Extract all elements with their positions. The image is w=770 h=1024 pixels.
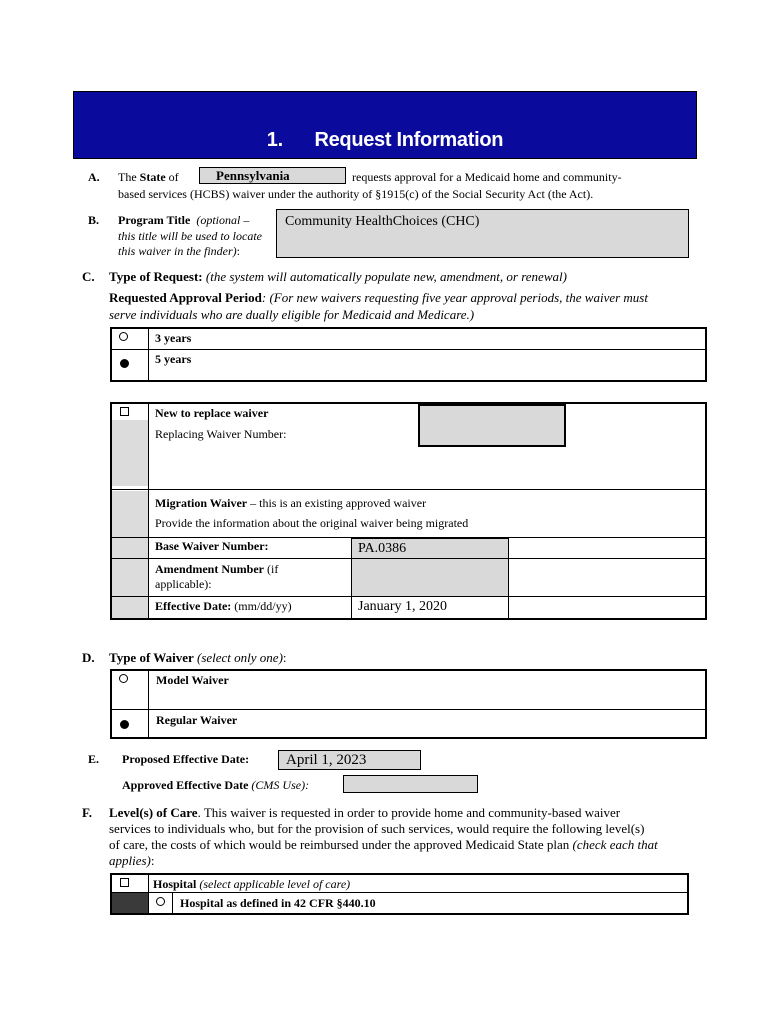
proposed-date-field[interactable]: April 1, 2023 xyxy=(278,750,421,770)
program-title-field[interactable]: Community HealthChoices (CHC) xyxy=(276,209,689,258)
state-field[interactable]: Pennsylvania xyxy=(199,167,346,184)
approval-period-line-2: serve individuals who are dually eligible for Medicaid and Medicare.) xyxy=(109,307,475,322)
model-waiver-label: Model Waiver xyxy=(156,673,229,687)
amendment-applicable-text: applicable): xyxy=(155,577,212,591)
item-letter-d: D. xyxy=(82,650,95,665)
level-of-care-line-3a: of care, the costs of which would be reimbursed under the approved Medicaid State plan xyxy=(109,837,573,852)
level-of-care-line-2: services to individuals who, but for the provision of such services, would require the following level(s) xyxy=(109,821,645,836)
radio-regular-waiver-selected[interactable] xyxy=(120,720,129,729)
radio-5-years-selected[interactable] xyxy=(120,359,129,368)
radio-hospital-440-10[interactable] xyxy=(156,897,165,906)
section-title-text: Request Information xyxy=(314,129,504,151)
program-title-label xyxy=(118,213,249,228)
type-of-waiver-italic: (select only one) xyxy=(193,650,283,665)
section-number: 1. xyxy=(266,129,283,151)
level-of-care-line-4 xyxy=(109,853,155,869)
program-title-hint-1: this title will be used to locate xyxy=(118,229,262,243)
shaded-cell-dark xyxy=(112,893,148,913)
item-letter-f: F. xyxy=(82,805,92,820)
level-of-care-line-3b: (check each that xyxy=(572,837,658,852)
level-of-care-bold: Level(s) of Care xyxy=(109,805,198,820)
effective-date-bold: Effective Date: xyxy=(155,599,232,613)
item-letter-c: C. xyxy=(82,269,95,284)
approved-date-label xyxy=(122,778,309,793)
approved-date-field[interactable] xyxy=(343,775,478,793)
divider xyxy=(111,892,688,893)
option-3-years-label: 3 years xyxy=(155,331,192,345)
shaded-cell xyxy=(112,538,148,618)
divider xyxy=(148,670,149,738)
state-label xyxy=(118,170,179,185)
shaded-cell xyxy=(112,491,148,537)
program-title-colon: : xyxy=(236,244,240,258)
item-letter-b: B. xyxy=(88,213,100,227)
approval-period-bold: Requested Approval Period xyxy=(109,290,262,305)
effective-date-label xyxy=(155,599,292,614)
approval-period-rest: : (For new waivers requesting five year approval periods, the waiver must xyxy=(261,290,648,305)
divider xyxy=(351,597,352,619)
level-of-care-rest: . This waiver is requested in order to provide home and community-based waiver xyxy=(197,805,621,820)
level-of-care-line-1 xyxy=(109,805,620,821)
radio-model-waiver[interactable] xyxy=(119,674,128,683)
divider xyxy=(111,709,706,710)
level-of-care-applies: applies) xyxy=(109,853,151,868)
type-of-waiver-bold: Type of Waiver xyxy=(109,650,194,665)
divider xyxy=(508,597,509,619)
radio-3-years[interactable] xyxy=(119,332,128,341)
approval-period-table xyxy=(110,327,707,382)
migration-info-text: Provide the information about the original waiver being migrated xyxy=(155,516,469,530)
new-waiver-label: New to replace waiver xyxy=(155,406,269,420)
base-waiver-label: Base Waiver Number: xyxy=(155,539,269,553)
divider xyxy=(148,403,149,619)
effective-date-format: (mm/dd/yy) xyxy=(231,599,292,613)
approved-date-bold: Approved Effective Date xyxy=(122,778,249,792)
divider xyxy=(508,538,509,558)
state-word: State xyxy=(139,170,166,184)
type-of-request-italic: (the system will automatically populate new, amendment, or renewal) xyxy=(202,269,567,284)
approval-period-line-1 xyxy=(109,290,648,306)
hospital-italic: (select applicable level of care) xyxy=(196,877,351,891)
program-title-italic-3: this waiver in the finder) xyxy=(118,244,237,258)
program-title-italic-1: (optional – xyxy=(196,213,250,227)
type-of-waiver-heading xyxy=(109,650,287,666)
migration-waiver-label xyxy=(155,496,426,511)
migration-waiver-rest: – this is an existing approved waiver xyxy=(247,496,427,510)
hospital-label xyxy=(153,877,350,892)
item-letter-e: E. xyxy=(88,752,100,766)
base-waiver-number-field[interactable]: PA.0386 xyxy=(351,538,509,559)
program-title-bold: Program Title xyxy=(118,213,191,227)
type-of-request-bold: Type of Request: xyxy=(109,269,203,284)
divider xyxy=(148,874,149,914)
proposed-date-label: Proposed Effective Date: xyxy=(122,752,250,766)
hospital-checkbox[interactable] xyxy=(120,878,129,887)
divider xyxy=(148,328,149,381)
amendment-number-field[interactable] xyxy=(351,558,509,597)
migration-waiver-bold: Migration Waiver xyxy=(155,496,248,510)
state-post-text: requests approval for a Medicaid home and community- xyxy=(352,170,622,184)
section-title xyxy=(74,129,696,152)
type-of-request-heading xyxy=(109,269,567,285)
authority-text: based services (HCBS) waiver under the authority of §1915(c) of the Social Security Act (the Act). xyxy=(118,187,594,201)
amendment-number-bold: Amendment Number xyxy=(155,562,264,576)
level-of-care-line-3 xyxy=(109,837,658,853)
hospital-bold: Hospital xyxy=(153,877,197,891)
state-of: of xyxy=(165,170,179,184)
program-title-hint-2 xyxy=(118,244,240,259)
approved-date-italic: (CMS Use): xyxy=(248,778,310,792)
item-letter-a: A. xyxy=(88,170,100,184)
divider xyxy=(111,489,706,490)
section-banner xyxy=(73,91,697,159)
hospital-440-10-label: Hospital as defined in 42 CFR §440.10 xyxy=(180,896,376,910)
amendment-number-label xyxy=(155,562,278,577)
effective-date-field[interactable]: January 1, 2020 xyxy=(358,599,448,614)
replacing-waiver-number-field[interactable] xyxy=(418,404,566,447)
amendment-number-rest: (if xyxy=(264,562,279,576)
shaded-cell xyxy=(112,420,148,486)
option-5-years-label: 5 years xyxy=(155,352,192,366)
new-waiver-checkbox[interactable] xyxy=(120,407,129,416)
state-pre: The xyxy=(118,170,140,184)
regular-waiver-label: Regular Waiver xyxy=(156,713,238,727)
type-of-waiver-colon: : xyxy=(282,650,287,665)
divider xyxy=(172,893,173,914)
replacing-waiver-label: Replacing Waiver Number: xyxy=(155,427,287,441)
divider xyxy=(111,349,706,350)
level-of-care-colon: : xyxy=(150,853,155,868)
